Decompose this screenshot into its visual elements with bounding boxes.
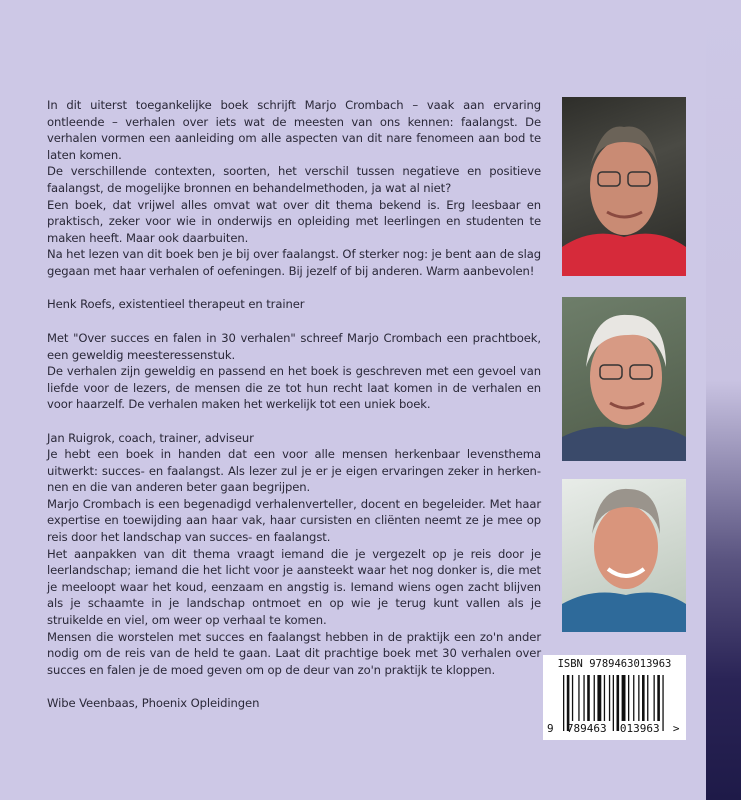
barcode-bar — [587, 675, 590, 721]
review-paragraph: Het aanpakken van dit thema vraagt iemand die je vergezelt op je reis door je leerlandschap; iemand die het licht voor je aansteekt waar het nog donker is, die met je meeloopt waar het koud, eenzaam en angstig is. Iemand wiens ogen zacht blijven als je schaamte in je landschap ontmoet en op wie je terug kunt vallen als je struikelde en viel, om weer op verhaal te komen. — [47, 546, 541, 627]
portrait-photo-henk-roefs — [562, 97, 686, 276]
barcode-bar — [604, 675, 605, 721]
barcode-bar — [633, 675, 634, 721]
barcode-bar — [609, 675, 610, 721]
isbn-barcode — [543, 655, 686, 740]
barcode-bar — [657, 675, 660, 721]
book-spine — [706, 0, 741, 800]
review-paragraph: In dit uiterst toegankelijke boek schrijft Marjo Crombach – vaak aan ervaring ontleende – verhalen over iets wat de meesten van ons kennen: faalangst. De verhalen vormen een aanleiding om alle aspecten van dit nare fenomeen aan bod te laten komen. — [47, 98, 541, 162]
review-paragraph: Mensen die worstelen met succes en faalangst hebben in de praktijk een zo'n ander nodig om de reis van de held te gaan. Laat dit prachtige boek met 30 verhalen over succes en falen je de moed geven om op de deur van zo'n praktijk te kloppen. — [47, 629, 541, 677]
barcode-bar — [572, 675, 573, 721]
barcode-bar — [622, 675, 626, 721]
barcode-bar — [594, 675, 595, 721]
review-wibe-veenbaas — [47, 446, 541, 712]
barcode-digits: 9 789463 013963 > — [547, 722, 680, 735]
review-paragraph: Marjo Crombach is een begenadigd verhalenverteller, docent en begeleider. Met haar expertise en toewijding aan haar vak, haar cursisten en cliënten neemt ze je mee op reis door het landschap van succes- en faalangst. — [47, 496, 541, 544]
barcode-bar — [578, 675, 579, 721]
isbn-label: ISBN 9789463013963 — [557, 658, 672, 670]
review-paragraph: Met "Over succes en falen in 30 verhalen" schreef Marjo Crombach een prachtboek, een geweldig meesteressenstuk. — [47, 331, 541, 362]
review-paragraph: Je hebt een boek in handen dat een voor alle mensen herkenbaar levensthema uitwerkt: succes- en faalangst. Als lezer zul je er je eigen ervaringen zeker in herkennen en die van anderen beter gaan begrijpen. — [47, 447, 541, 495]
barcode-bar — [654, 675, 655, 721]
barcode-bar — [583, 675, 584, 721]
review-paragraph: De verhalen zijn geweldig en passend en het boek is geschreven met een gevoel van liefde voor de lezers, de mensen die ze tot hun recht laat komen in de verhalen en voor haarzelf. De verhalen maken het werkelijk tot een uniek boek. — [47, 364, 541, 412]
barcode-bar — [638, 675, 639, 721]
review-henk-roefs — [47, 97, 541, 313]
review-author: Jan Ruigrok, coach, trainer, adviseur — [47, 430, 254, 445]
barcode-bar — [647, 675, 648, 721]
review-author: Henk Roefs, existentieel therapeut en trainer — [47, 297, 305, 312]
review-jan-ruigrok — [47, 330, 541, 446]
portrait-photo-jan-ruigrok — [562, 297, 686, 461]
review-paragraph: De verschillende contexten, soorten, het verschil tussen negatieve en positieve faalangst, de mogelijke bronnen en behandelmethoden, ja wat al niet? — [47, 164, 541, 195]
review-paragraph: Een boek, dat vrijwel alles omvat wat over dit thema bekend is. Erg leesbaar en praktisch, zeker voor wie in onderwijs en opleiding met leerlingen en studenten te maken heeft. Maar ook daarbuiten. — [47, 197, 541, 245]
barcode-bar — [642, 675, 645, 721]
portrait-photo-wibe-veenbaas — [562, 479, 686, 632]
barcode-bar — [597, 675, 601, 721]
review-paragraph: Na het lezen van dit boek ben je bij over faalangst. Of sterker nog: je bent aan de slag gegaan met haar verhalen of oefeningen. Bij jezelf of bij anderen. Warm aanbevolen! — [47, 247, 541, 278]
review-author: Wibe Veenbaas, Phoenix Opleidingen — [47, 695, 260, 710]
barcode-bar — [628, 675, 629, 721]
